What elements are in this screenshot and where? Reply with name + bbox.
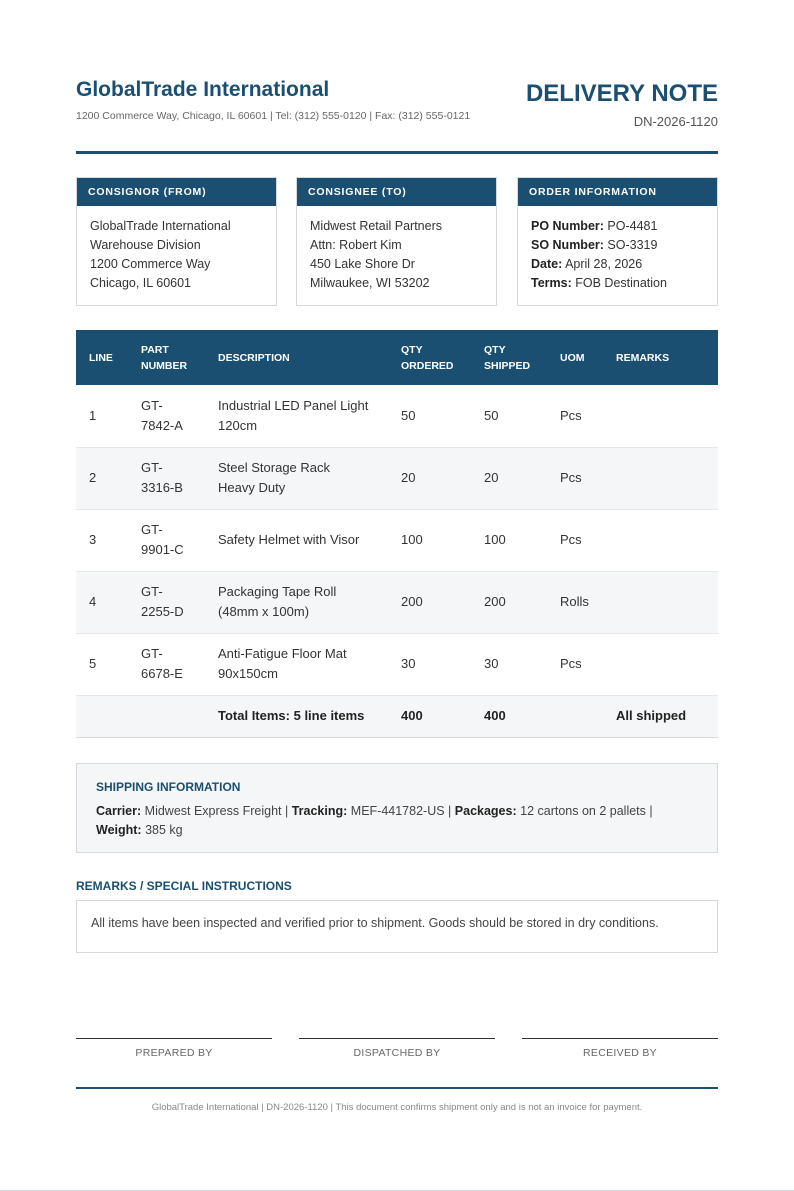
company-name: GlobalTrade International xyxy=(76,78,330,101)
total-empty-cell xyxy=(547,695,603,737)
so-number-value: SO-3319 xyxy=(607,238,658,252)
terms-row xyxy=(531,274,704,293)
cell-line: 5 xyxy=(76,633,128,695)
table-row xyxy=(76,509,718,571)
table-row xyxy=(76,633,718,695)
cell-qty-ordered: 30 xyxy=(388,633,471,695)
weight-label: Weight: xyxy=(96,823,142,837)
cell-qty-shipped: 30 xyxy=(471,633,547,695)
remarks-text: All items have been inspected and verified prior to shipment. Goods should be stored in dry conditions. xyxy=(76,900,718,953)
consignee-line: Midwest Retail Partners xyxy=(310,219,442,233)
cell-uom: Pcs xyxy=(547,509,603,571)
po-number-row xyxy=(531,217,704,236)
cell-remarks xyxy=(603,571,718,633)
cell-uom: Pcs xyxy=(547,633,603,695)
total-remarks: All shipped xyxy=(603,695,718,737)
carrier-label: Carrier: xyxy=(96,804,142,818)
table-header-row xyxy=(76,330,718,385)
consignee-line: Milwaukee, WI 53202 xyxy=(310,276,430,290)
consignee-box xyxy=(296,177,497,306)
received-by-signature: RECEIVED BY xyxy=(522,1038,718,1059)
table-row xyxy=(76,571,718,633)
so-number-label: SO Number: xyxy=(531,238,604,252)
consignee-line: 450 Lake Shore Dr xyxy=(310,257,415,271)
carrier-value: Midwest Express Freight xyxy=(144,804,282,818)
cell-uom: Pcs xyxy=(547,447,603,509)
cell-qty-ordered: 20 xyxy=(388,447,471,509)
shipping-info-details: Carrier: Midwest Express Freight | Tracking: MEF-441782-US | Packages: 12 cartons on 2 pallets | Weight: 385 kg xyxy=(96,804,653,837)
consignor-line: 1200 Commerce Way xyxy=(90,257,211,271)
cell-qty-shipped: 50 xyxy=(471,385,547,447)
packages-value: 12 cartons on 2 pallets xyxy=(520,804,646,818)
col-header-line: LINE xyxy=(76,330,128,385)
document-number: DN-2026-1120 xyxy=(633,114,718,129)
total-qty-shipped: 400 xyxy=(471,695,547,737)
cell-qty-shipped: 200 xyxy=(471,571,547,633)
cell-line: 1 xyxy=(76,385,128,447)
dispatched-by-signature: DISPATCHED BY xyxy=(299,1038,495,1059)
cell-uom: Rolls xyxy=(547,571,603,633)
total-empty-cell xyxy=(128,695,205,737)
document-title: DELIVERY NOTE xyxy=(525,80,718,107)
line-items-table xyxy=(76,330,718,738)
consignee-heading: CONSIGNEE (TO) xyxy=(297,178,496,206)
cell-description: Packaging Tape Roll (48mm x 100m) xyxy=(205,571,388,633)
cell-line: 2 xyxy=(76,447,128,509)
terms-value: FOB Destination xyxy=(575,276,667,290)
total-empty-cell xyxy=(76,695,128,737)
cell-line: 4 xyxy=(76,571,128,633)
order-date-value: April 28, 2026 xyxy=(565,257,643,271)
consignor-heading: CONSIGNOR (FROM) xyxy=(77,178,276,206)
cell-remarks xyxy=(603,509,718,571)
col-header-uom: UOM xyxy=(547,330,603,385)
company-address: 1200 Commerce Way, Chicago, IL 60601 | Tel: (312) 555-0120 | Fax: (312) 555-0121 xyxy=(76,110,471,122)
consignor-line: GlobalTrade International xyxy=(90,219,231,233)
consignor-details xyxy=(77,206,276,293)
total-items-label: Total Items: 5 line items xyxy=(205,695,388,737)
weight-value: 385 kg xyxy=(145,823,183,837)
table-row xyxy=(76,447,718,509)
cell-part-number: GT- 7842-A xyxy=(128,385,205,447)
cell-description: Anti-Fatigue Floor Mat 90x150cm xyxy=(205,633,388,695)
cell-qty-shipped: 100 xyxy=(471,509,547,571)
shipping-info-box xyxy=(76,763,718,853)
order-info-heading: ORDER INFORMATION xyxy=(518,178,717,206)
cell-part-number: GT- 3316-B xyxy=(128,447,205,509)
cell-qty-shipped: 20 xyxy=(471,447,547,509)
packages-label: Packages: xyxy=(454,804,517,818)
consignee-details xyxy=(297,206,496,293)
so-number-row xyxy=(531,236,704,255)
cell-qty-ordered: 200 xyxy=(388,571,471,633)
col-header-remarks: REMARKS xyxy=(603,330,718,385)
col-header-qty-shipped: QTY SHIPPED xyxy=(471,330,547,385)
table-row xyxy=(76,385,718,447)
col-header-description: DESCRIPTION xyxy=(205,330,388,385)
tracking-value: MEF-441782-US xyxy=(350,804,445,818)
order-date-label: Date: xyxy=(531,257,563,271)
po-number-value: PO-4481 xyxy=(607,219,658,233)
cell-description: Safety Helmet with Visor xyxy=(205,509,388,571)
order-info-details xyxy=(518,206,717,293)
cell-part-number: GT- 6678-E xyxy=(128,633,205,695)
prepared-by-signature: PREPARED BY xyxy=(76,1038,272,1059)
document-header xyxy=(76,78,718,154)
col-header-qty-ordered: QTY ORDERED xyxy=(388,330,471,385)
cell-remarks xyxy=(603,447,718,509)
tracking-label: Tracking: xyxy=(291,804,348,818)
shipping-info-title: SHIPPING INFORMATION xyxy=(96,780,241,794)
order-info-box xyxy=(517,177,718,306)
cell-description: Industrial LED Panel Light 120cm xyxy=(205,385,388,447)
consignee-line: Attn: Robert Kim xyxy=(310,238,402,252)
cell-part-number: GT- 9901-C xyxy=(128,509,205,571)
total-qty-ordered: 400 xyxy=(388,695,471,737)
cell-line: 3 xyxy=(76,509,128,571)
consignor-box xyxy=(76,177,277,306)
col-header-part-number: PART NUMBER xyxy=(128,330,205,385)
cell-qty-ordered: 50 xyxy=(388,385,471,447)
totals-row xyxy=(76,695,718,737)
order-date-row xyxy=(531,255,704,274)
cell-part-number: GT- 2255-D xyxy=(128,571,205,633)
terms-label: Terms: xyxy=(531,276,572,290)
cell-qty-ordered: 100 xyxy=(388,509,471,571)
cell-uom: Pcs xyxy=(547,385,603,447)
consignor-line: Warehouse Division xyxy=(90,238,201,252)
consignor-line: Chicago, IL 60601 xyxy=(90,276,192,290)
page-footer: GlobalTrade International | DN-2026-1120 | This document confirms shipment only and is not an invoice for payment. xyxy=(76,1087,718,1113)
remarks-title: REMARKS / SPECIAL INSTRUCTIONS xyxy=(76,879,292,893)
cell-remarks xyxy=(603,385,718,447)
cell-description: Steel Storage Rack Heavy Duty xyxy=(205,447,388,509)
po-number-label: PO Number: xyxy=(531,219,604,233)
cell-remarks xyxy=(603,633,718,695)
party-info-section xyxy=(76,177,718,306)
